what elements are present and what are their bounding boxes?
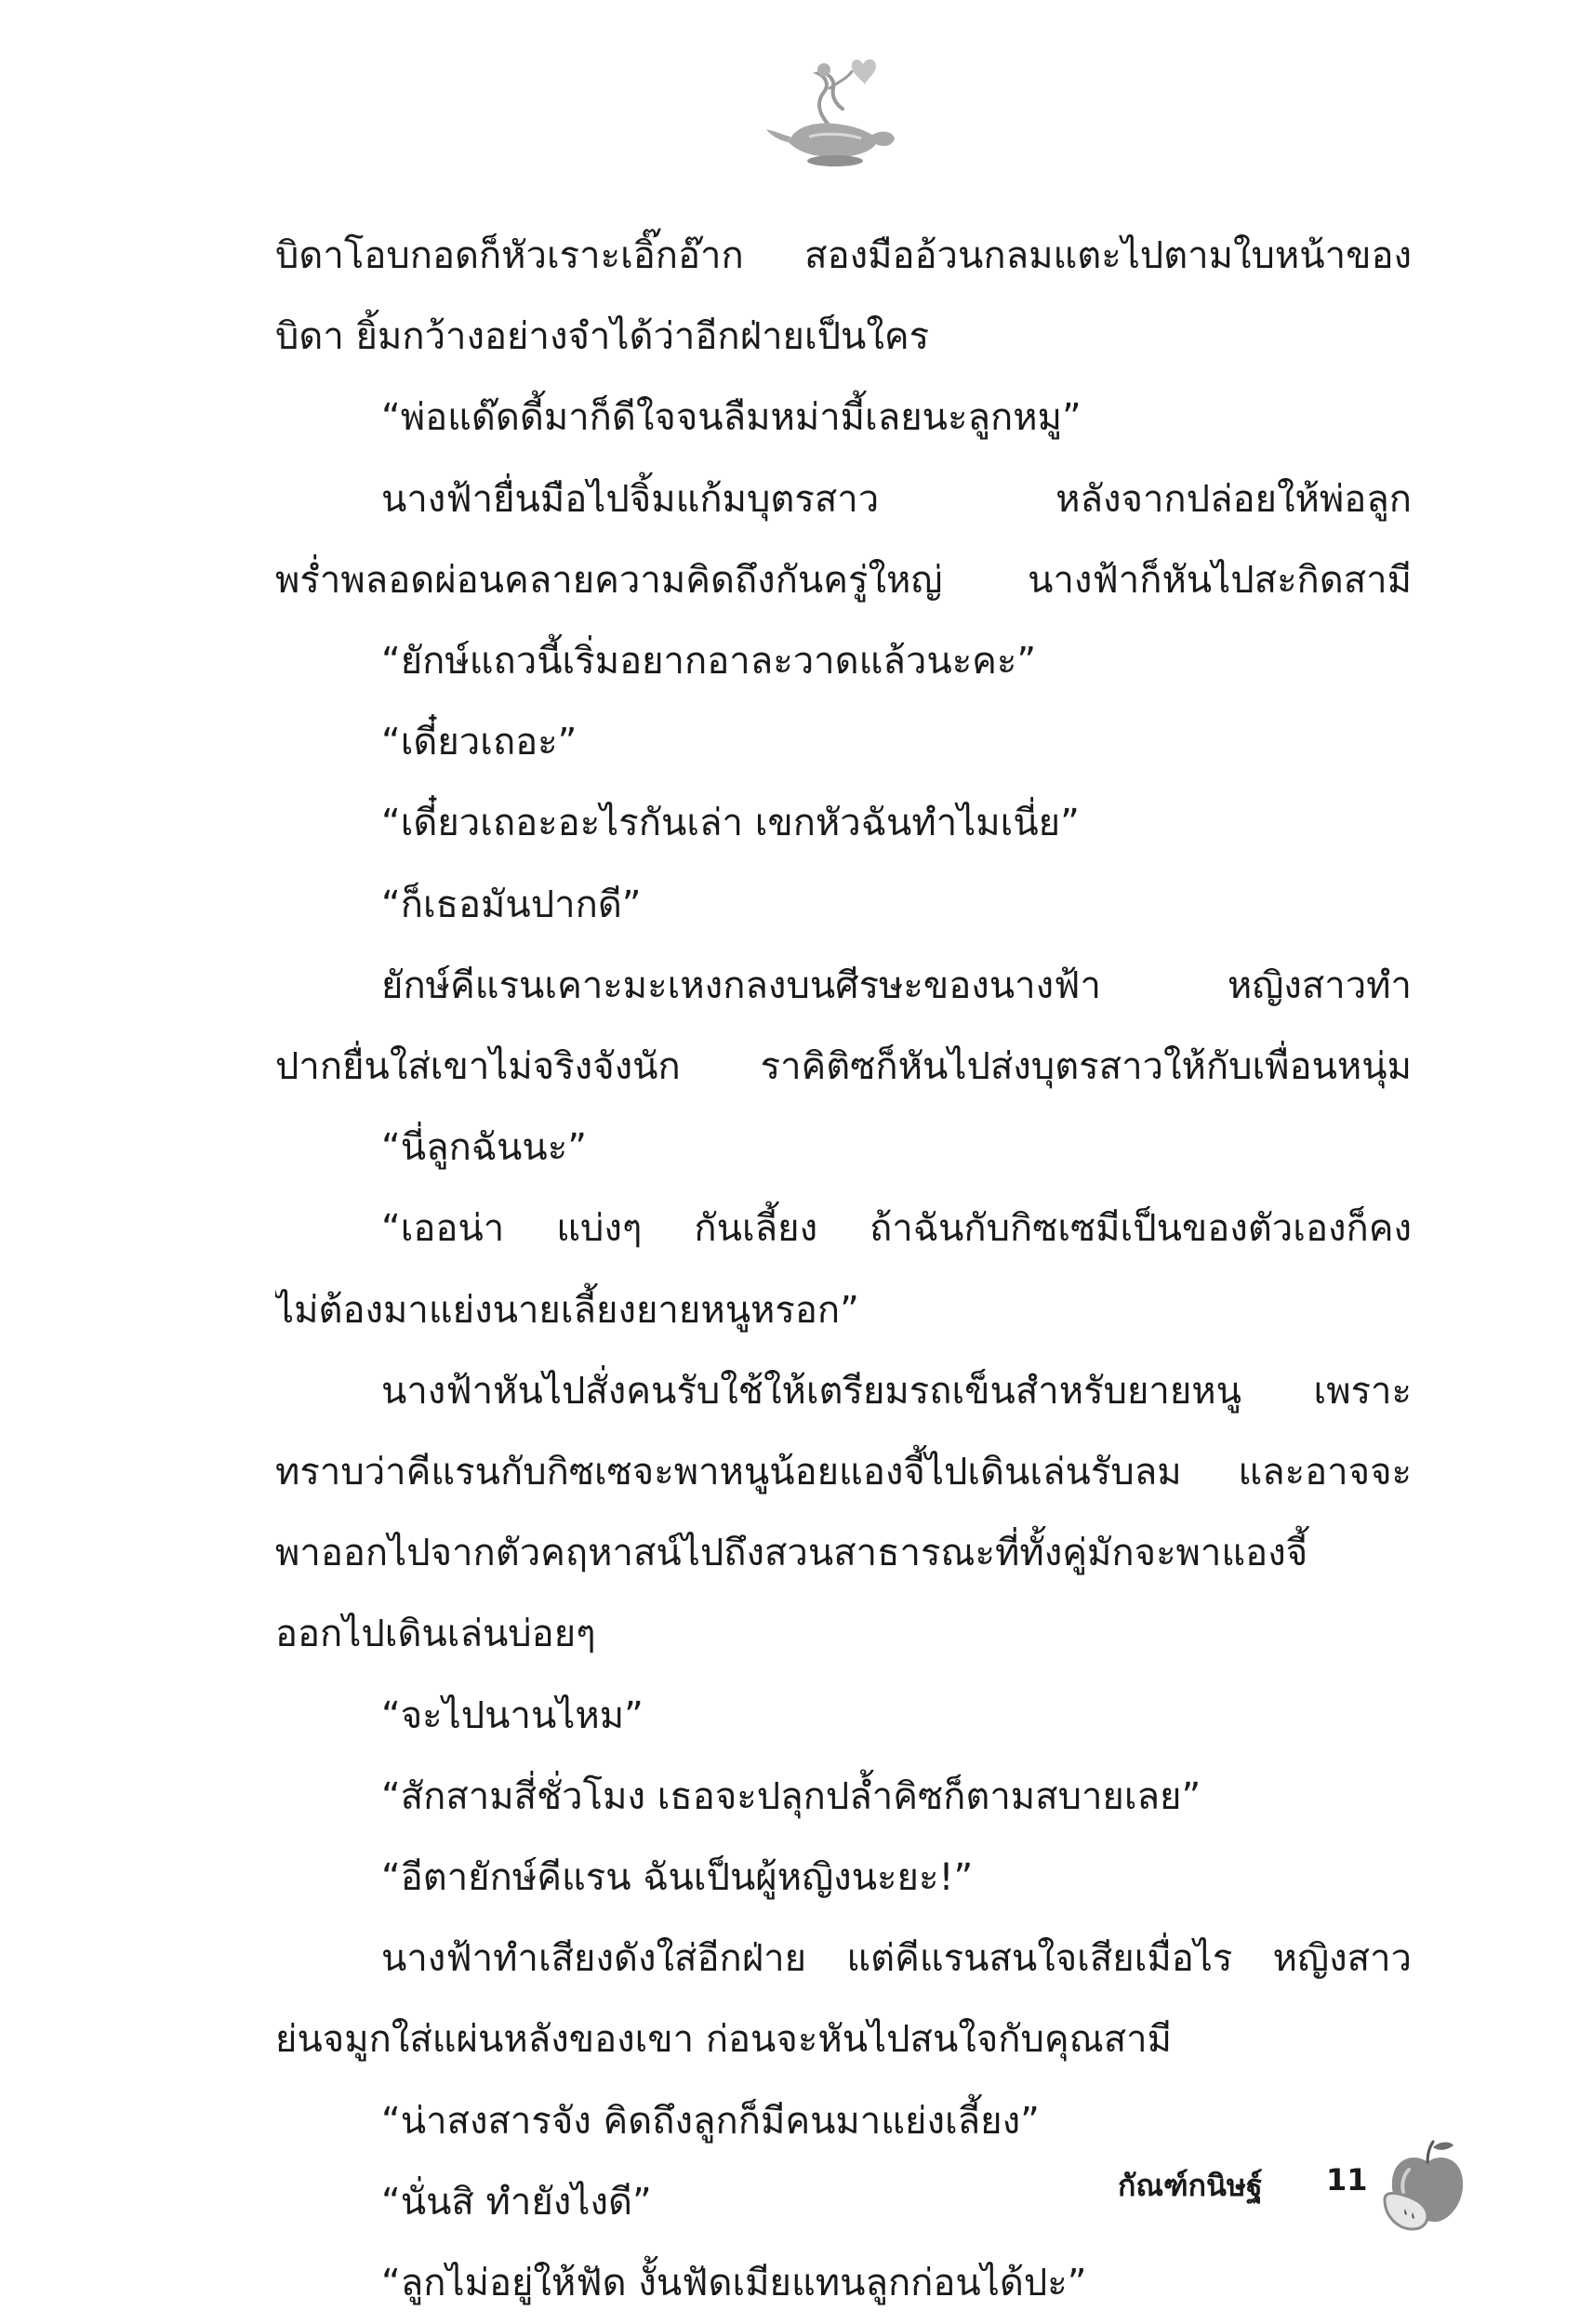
text-line: “ยักษ์แถวนี้เริ่มอยากอาละวาดแล้วนะคะ”: [381, 640, 1037, 684]
text-line: ย่นจมูกใส่แผ่นหลังของเขา ก่อนจะหันไปสนใจกับคุณสามี: [275, 2018, 1172, 2062]
text-line: “อีตายักษ์คีแรน ฉันเป็นผู้หญิงนะยะ!”: [381, 1856, 974, 1900]
text-line: “น่าสงสารจัง คิดถึงลูกก็มีคนมาแย่งเลี้ยง”: [381, 2099, 1040, 2143]
text-line: พร่ำพลอดผ่อนคลายความคิดถึงกันครู่ใหญ่ นางฟ้าก็หันไปสะกิดสามี: [275, 558, 1412, 602]
text-line: พาออกไปจากตัวคฤหาสน์ไปถึงสวนสาธารณะที่ทั้งคู่มักจะพาแองจี้: [275, 1532, 1308, 1575]
text-line: “เออน่า แบ่งๆ กันเลี้ยง ถ้าฉันกับกิซเซมีเป็นของตัวเองก็คง: [381, 1207, 1412, 1251]
text-line: ทราบว่าคีแรนกับกิซเซจะพาหนูน้อยแองจี้ไปเดินเล่นรับลม และอาจจะ: [275, 1451, 1412, 1494]
text-line: ออกไปเดินเล่นบ่อยๆ: [275, 1613, 596, 1656]
page-footer: [1107, 2134, 1479, 2237]
text-line: “จะไปนานไหม”: [381, 1693, 644, 1737]
text-line: นางฟ้าหันไปสั่งคนรับใช้ให้เตรียมรถเข็นสำหรับยายหนู เพราะ: [381, 1369, 1412, 1413]
genie-lamp-icon: [763, 51, 902, 172]
body-text: [275, 216, 1412, 2324]
text-line: “ก็เธอมันปากดี”: [381, 883, 642, 926]
text-line: “นี่ลูกฉันนะ”: [381, 1126, 587, 1170]
author-name: กัณฑ์กนิษฐ์: [1118, 2168, 1263, 2203]
text-line: “นั่นสิ ทำยังไงดี”: [381, 2180, 652, 2224]
apple-icon: [1381, 2134, 1474, 2232]
text-line: “ลูกไม่อยู่ให้ฟัด งั้นฟัดเมียแทนลูกก่อนได้ปะ”: [381, 2262, 1087, 2305]
text-line: บิดาโอบกอดก็หัวเราะเอิ๊กอ๊าก สองมืออ้วนกลมแตะไปตามใบหน้าของ: [275, 234, 1412, 277]
text-line: “เดี๋ยวเถอะอะไรกันเล่า เขกหัวฉันทำไมเนี่ย”: [381, 802, 1080, 845]
text-line: “เดี๋ยวเถอะ”: [381, 721, 577, 764]
text-line: “สักสามสี่ชั่วโมง เธอจะปลุกปล้ำคิซก็ตามสบายเลย”: [381, 1774, 1201, 1818]
text-line: ไม่ต้องมาแย่งนายเลี้ยงยายหนูหรอก”: [275, 1288, 859, 1332]
text-line: นางฟ้าทำเสียงดังใส่อีกฝ่าย แต่คีแรนสนใจเสียเมื่อไร หญิงสาว: [381, 1937, 1412, 1981]
text-line: ปากยื่นใส่เขาไม่จริงจังนัก ราคิติซก็หันไปส่งบุตรสาวให้กับเพื่อนหนุ่ม: [275, 1045, 1412, 1089]
text-line: นางฟ้ายื่นมือไปจิ้มแก้มบุตรสาว หลังจากปล่อยให้พ่อลูก: [381, 477, 1412, 521]
text-line: ยักษ์คีแรนเคาะมะเหงกลงบนศีรษะของนางฟ้า หญิงสาวทำ: [381, 963, 1412, 1007]
text-line: “พ่อแด๊ดดี้มาก็ดีใจจนลืมหม่ามี้เลยนะลูกหมู”: [381, 396, 1082, 440]
text-line: บิดา ยิ้มกว้างอย่างจำได้ว่าอีกฝ่ายเป็นใคร: [275, 315, 930, 359]
page-number: 11: [1326, 2162, 1368, 2198]
